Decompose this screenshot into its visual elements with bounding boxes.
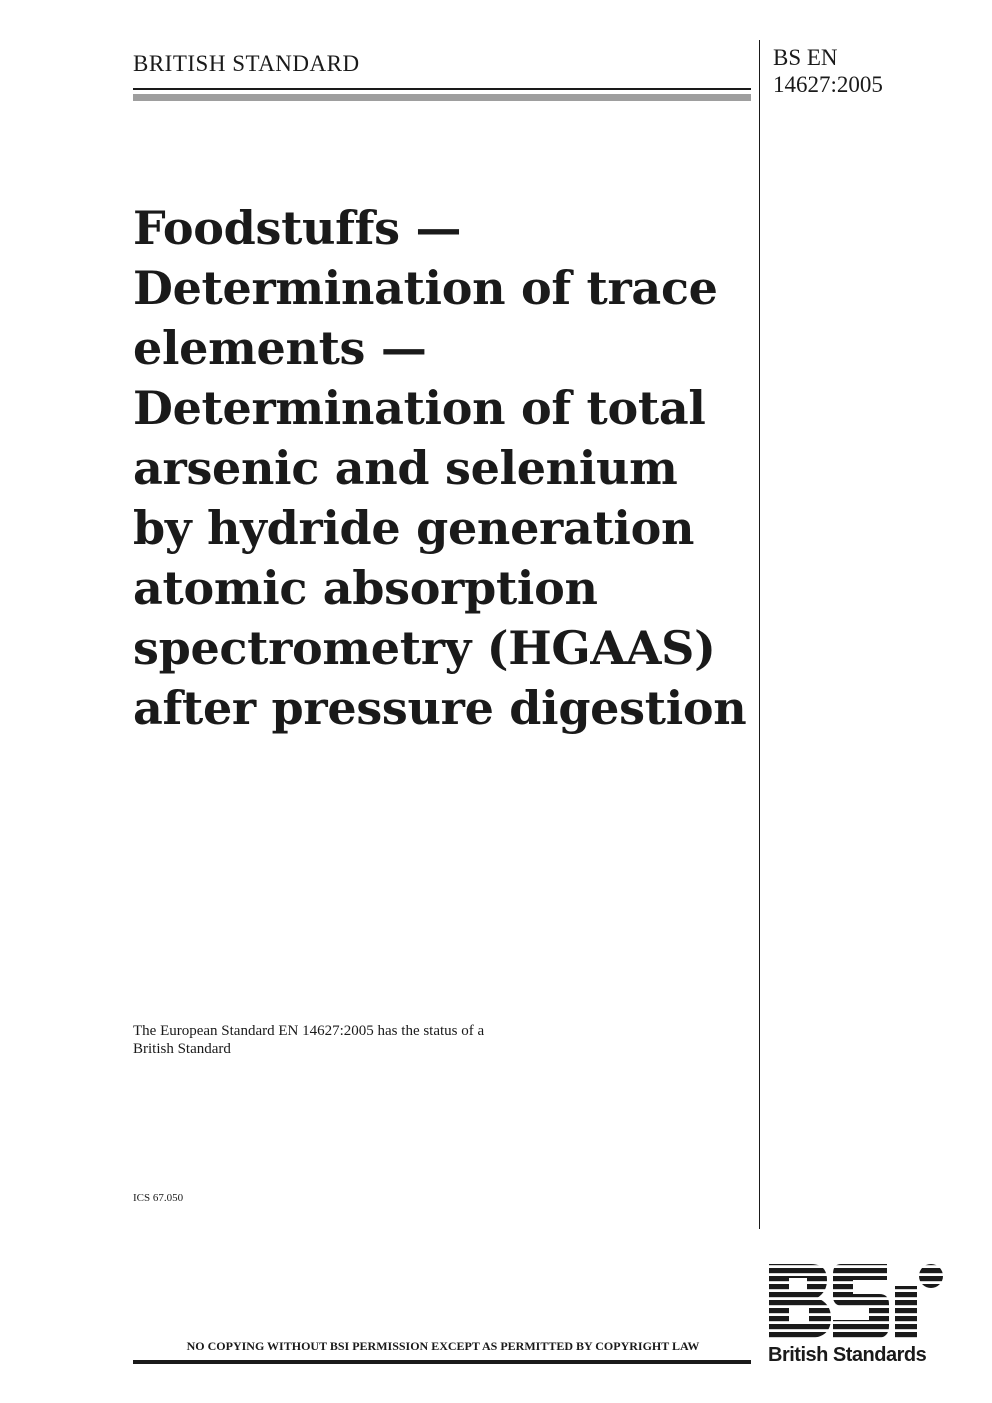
vertical-divider <box>759 40 760 1229</box>
title-line: arsenic and selenium <box>133 441 678 495</box>
title-line: elements — <box>133 321 427 375</box>
header-rule <box>133 88 751 90</box>
status-note-line: The European Standard EN 14627:2005 has the status of a <box>133 1023 485 1039</box>
title-line: Foodstuffs — <box>133 201 462 255</box>
status-note-line: British Standard <box>133 1041 231 1057</box>
title-line: Determination of trace <box>133 261 718 315</box>
header-rule-grey <box>133 94 751 101</box>
title-line: after pressure digestion <box>133 681 747 735</box>
document-series-label: BRITISH STANDARD <box>133 51 360 76</box>
status-note <box>133 1022 484 1058</box>
standard-number-line: 14627:2005 <box>773 72 883 97</box>
ics-code: ICS 67.050 <box>133 1192 184 1204</box>
title-line: spectrometry (HGAAS) <box>133 621 716 675</box>
copyright-notice: NO COPYING WITHOUT BSI PERMISSION EXCEPT AS PERMITTED BY COPYRIGHT LAW <box>186 1339 700 1353</box>
footer-rule <box>133 1360 751 1364</box>
bsi-logo <box>765 1260 947 1370</box>
title-line: atomic absorption <box>133 561 598 615</box>
title-line: by hydride generation <box>133 501 695 555</box>
bsi-logo-icon <box>765 1260 947 1342</box>
bsi-logo-caption: British Standards <box>768 1344 927 1366</box>
document-title <box>133 198 755 738</box>
standard-number-line: BS EN <box>773 45 838 70</box>
title-line: Determination of total <box>133 381 706 435</box>
standard-number <box>773 44 883 98</box>
